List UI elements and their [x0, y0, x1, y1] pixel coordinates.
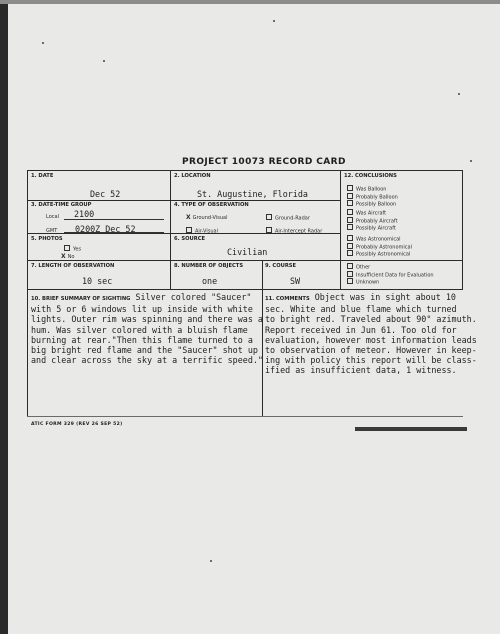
summary-label: 10. BRIEF SUMMARY OF SIGHTING	[31, 296, 131, 302]
checkbox-icon	[266, 214, 272, 220]
date-label: 1. DATE	[31, 173, 54, 179]
scan-speck	[103, 60, 105, 62]
gmt-label: GMT	[46, 228, 58, 234]
option-photos-no: X No	[61, 253, 75, 260]
checkbox-icon	[266, 227, 272, 233]
gmt-value: 0200Z Dec 52	[75, 224, 136, 234]
location-label: 2. LOCATION	[174, 173, 211, 179]
scan-speck	[210, 560, 212, 562]
local-underline	[64, 219, 164, 220]
objects-label: 8. NUMBER OF OBJECTS	[174, 263, 244, 269]
source-label: 6. SOURCE	[174, 236, 206, 242]
option-air-visual: Air-Visual	[186, 227, 218, 235]
scan-speck	[273, 20, 275, 22]
option-ground-visual: X Ground-Visual	[186, 214, 228, 221]
comments-label: 11. COMMENTS	[265, 296, 310, 302]
conclusions-other-group: Other Insufficient Data for Evaluation Unknown	[347, 263, 434, 286]
checked-mark-icon: X	[61, 253, 66, 260]
datetime-label: 3. DATE-TIME GROUP	[31, 202, 92, 208]
course-value: SW	[290, 276, 301, 286]
observation-type-label: 4. TYPE OF OBSERVATION	[174, 202, 249, 208]
option-photos-yes: Yes	[64, 245, 81, 253]
checkbox-icon	[64, 245, 70, 251]
length-label: 7. LENGTH OF OBSERVATION	[31, 263, 115, 269]
form-number: ATIC FORM 329 (REV 26 SEP 52)	[31, 422, 123, 427]
scan-edge-left	[0, 0, 8, 634]
conclusions-astronomical-group: Was Astronomical Probably Astronomical Possibly Astronomical	[347, 235, 412, 258]
card-title: PROJECT 10073 RECORD CARD	[182, 157, 346, 167]
local-value: 2100	[74, 209, 95, 219]
conclusions-label: 12. CONCLUSIONS	[344, 173, 397, 179]
comments-text: 11. COMMENTS Object was in sight about 10 sec. White and blue flame which turned to bright red. Traveled about 90° azimuth. Report received in Jun 61. Too old for evaluation, however most information leads to observation of meteor. However in keep- ing with policy this report will be class- ified as insufficient data, 1 witness.	[265, 292, 477, 376]
conclusions-balloon-group: Was Balloon Probably Balloon Possibly Balloon	[347, 185, 398, 208]
course-label: 9. COURSE	[265, 263, 297, 269]
date-value: Dec 52	[90, 189, 121, 199]
conclusions-aircraft-group: Was Aircraft Probably Aircraft Possibly Aircraft	[347, 209, 398, 232]
scan-speck	[470, 160, 472, 162]
local-label: Local	[46, 214, 59, 220]
scan-speck	[42, 42, 44, 44]
source-value: Civilian	[227, 247, 268, 257]
photos-label: 5. PHOTOS	[31, 236, 63, 242]
option-ground-radar: Ground-Radar	[266, 214, 310, 222]
scan-speck	[458, 93, 460, 95]
length-value: 10 sec	[82, 276, 113, 286]
location-value: St. Augustine, Florida	[197, 189, 308, 199]
summary-text: 10. BRIEF SUMMARY OF SIGHTING Silver colored "Saucer" with 5 or 6 windows lit up inside with white lights. Outer rim was spinning and there was a hum. Was silver colored with a bluish flame burning at rear."Then this flame turned to a big bright red flame and the "Saucer" shot up and clear across the sky at a terrific speed."	[31, 292, 263, 366]
objects-value: one	[202, 276, 218, 286]
gmt-underline	[64, 232, 164, 233]
scan-edge-top	[0, 0, 500, 4]
checkbox-icon	[186, 227, 192, 233]
option-air-intercept-radar: Air-Intercept Radar	[266, 227, 322, 235]
checked-mark-icon: X	[186, 214, 191, 221]
